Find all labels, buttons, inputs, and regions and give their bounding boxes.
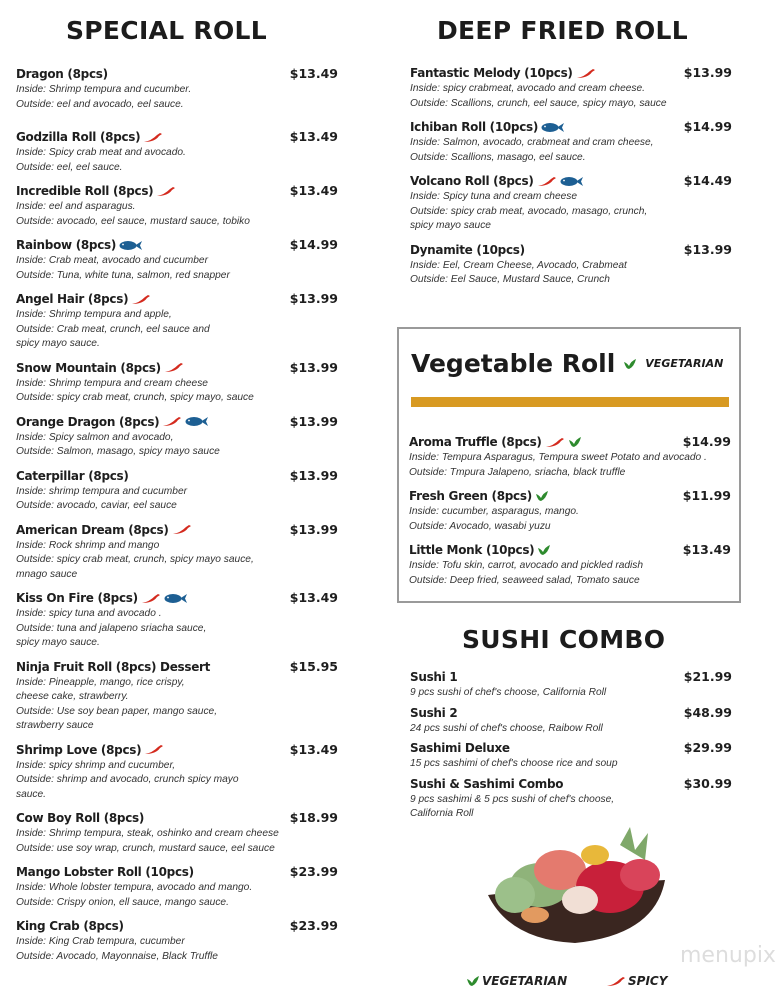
item-description: Outside: Salmon, masago, spicy mayo sauce <box>16 446 220 457</box>
item-description: Outside: Crab meat, crunch, eel sauce and <box>16 323 210 335</box>
item-price: $14.49 <box>683 173 732 188</box>
menu-item <box>410 739 732 772</box>
item-price: $13.99 <box>289 521 338 537</box>
item-name: Sushi 2 <box>410 705 458 720</box>
chili-icon <box>144 744 164 755</box>
sushi-combo-title: SUSHI COMBO <box>462 625 666 654</box>
item-description: Inside: spicy tuna and avocado . <box>16 608 162 619</box>
accent-bar <box>411 397 729 407</box>
item-name: Shrimp Love (8pcs) <box>16 742 142 757</box>
deep-fried-roll-list <box>410 64 732 295</box>
item-name: Ninja Fruit Roll (8pcs) Dessert <box>16 659 211 674</box>
item-description: Inside: Salmon, avocado, crabmeat and cram cheese, <box>410 137 654 148</box>
item-name: Sashimi Deluxe <box>410 741 510 755</box>
menu-item <box>16 359 338 406</box>
special-roll-list <box>16 65 338 971</box>
item-description: Inside: Shrimp tempura, steak, oshinko and cream cheese <box>16 828 279 839</box>
item-description: Outside: avocado, eel sauce, mustard sauce, tobiko <box>16 215 250 227</box>
item-description: Inside: Rock shrimp and mango <box>16 539 160 551</box>
item-price: $15.95 <box>289 658 338 674</box>
item-price: $13.99 <box>289 467 338 483</box>
item-description: Inside: Shrimp tempura and cream cheese <box>16 377 208 389</box>
chili-icon <box>143 132 163 143</box>
item-name: Kiss On Fire (8pcs) <box>16 591 138 605</box>
legend-spicy <box>606 974 667 988</box>
item-description: Outside: Scallions, crunch, eel sauce, spicy mayo, sauce <box>410 97 667 109</box>
menu-item <box>410 704 732 737</box>
watermark: menupix <box>680 943 776 968</box>
item-description: Outside: use soy wrap, crunch, mustard sauce, eel sauce <box>16 842 275 854</box>
item-price: $14.99 <box>682 434 731 449</box>
chili-icon <box>606 976 626 987</box>
item-description: cheese cake, strawberry. <box>16 691 129 702</box>
item-name: Dragon (8pcs) <box>16 67 108 81</box>
item-description: Outside: shrimp and avocado, crunch spicy mayo <box>16 774 239 785</box>
chili-icon <box>131 294 151 305</box>
item-description: Outside: tuna and jalapeno sriacha sauce, <box>16 622 207 634</box>
item-name: Sushi & Sashimi Combo <box>410 776 564 791</box>
item-description: Inside: spicy shrimp and cucumber, <box>16 759 176 771</box>
vegetable-roll-box <box>397 327 741 603</box>
menu-item <box>409 541 731 588</box>
leaf-icon <box>537 544 551 556</box>
item-description: Outside: spicy crab meat, crunch, spicy mayo sauce, <box>16 554 254 565</box>
item-price: $21.99 <box>683 669 732 684</box>
item-name: Aroma Truffle (8pcs) <box>409 435 542 449</box>
leaf-icon <box>466 975 480 987</box>
special-roll-title: SPECIAL ROLL <box>66 16 267 45</box>
chili-icon <box>545 437 565 448</box>
leaf-icon <box>568 436 582 448</box>
chili-icon <box>141 593 161 604</box>
item-description: mnago sauce <box>16 568 78 580</box>
fish-icon <box>541 122 565 133</box>
item-description: Outside: avocado, caviar, eel sauce <box>16 500 177 511</box>
menu-item <box>16 863 338 910</box>
legend-vegetarian <box>466 974 567 988</box>
item-price: $14.99 <box>683 119 732 134</box>
item-description: Outside: spicy crab meat, crunch, spicy mayo, sauce <box>16 392 254 403</box>
item-price: $13.49 <box>289 66 338 81</box>
item-description: Outside: Tmpura Jalapeno, sriacha, black truffle <box>409 466 626 478</box>
item-price: $18.99 <box>289 810 338 825</box>
item-price: $29.99 <box>683 740 732 755</box>
chili-icon <box>156 186 176 197</box>
item-name: Volcano Roll (8pcs) <box>410 174 534 188</box>
item-price: $13.99 <box>289 413 338 429</box>
item-description: Outside: Deep fried, seaweed salad, Tomato sauce <box>409 574 640 586</box>
item-name: Caterpillar (8pcs) <box>16 468 129 483</box>
item-name: Dynamite (10pcs) <box>410 242 525 257</box>
item-price: $23.99 <box>289 918 338 933</box>
menu-item <box>16 65 338 112</box>
item-price: $11.99 <box>682 488 731 503</box>
item-description: Outside: Crispy onion, ell sauce, mango sauce. <box>16 896 229 908</box>
menu-item <box>16 467 338 514</box>
vegetable-roll-heading: Vegetable Roll <box>411 349 616 378</box>
item-price: $13.99 <box>683 65 732 80</box>
item-price: $13.49 <box>289 129 338 144</box>
item-description: Inside: Tofu skin, carrot, avocado and pickled radish <box>409 560 644 571</box>
deep-fried-roll-title: DEEP FRIED ROLL <box>437 16 688 45</box>
item-description: Inside: Spicy crab meat and avocado. <box>16 147 186 158</box>
item-description: Outside: Avocado, Mayonnaise, Black Truffle <box>16 950 218 962</box>
item-name: American Dream (8pcs) <box>16 522 169 537</box>
item-description: Inside: King Crab tempura, cucumber <box>16 936 185 947</box>
item-price: $13.49 <box>682 542 731 557</box>
legend-vegetarian-label: VEGETARIAN <box>482 974 568 988</box>
item-price: $13.99 <box>683 241 732 257</box>
fish-icon <box>560 176 584 187</box>
item-description: spicy mayo sauce. <box>16 637 100 648</box>
chili-icon <box>164 362 184 373</box>
item-description: 24 pcs sushi of chef's choose, Raibow Roll <box>410 722 603 734</box>
item-description: Outside: Tuna, white tuna, salmon, red snapper <box>16 269 230 281</box>
item-name: Orange Dragon (8pcs) <box>16 414 160 429</box>
menu-item <box>16 182 338 229</box>
item-description: Outside: Avocado, wasabi yuzu <box>409 520 551 532</box>
item-description: Inside: Crab meat, avocado and cucumber <box>16 255 208 266</box>
item-name: Fresh Green (8pcs) <box>409 489 532 503</box>
item-name: Cow Boy Roll (8pcs) <box>16 811 145 825</box>
menu-item <box>410 241 732 288</box>
item-name: Fantastic Melody (10pcs) <box>410 66 573 80</box>
menu-item <box>409 487 731 534</box>
item-name: Incredible Roll (8pcs) <box>16 184 154 198</box>
fish-icon <box>164 593 188 604</box>
item-description: Inside: Spicy tuna and cream cheese <box>410 191 578 202</box>
item-description: Outside: eel and avocado, eel sauce. <box>16 98 184 110</box>
item-name: Mango Lobster Roll (10pcs) <box>16 865 194 879</box>
menu-item <box>410 668 732 701</box>
item-description: Inside: spicy crabmeat, avocado and cream cheese. <box>410 83 646 94</box>
chili-icon <box>537 176 557 187</box>
item-name: Little Monk (10pcs) <box>409 543 535 557</box>
item-description: Inside: Shrimp tempura and cucumber. <box>16 84 192 95</box>
item-price: $48.99 <box>683 704 732 720</box>
chili-icon <box>162 416 182 427</box>
item-description: Outside: Use soy bean paper, mango sauce, <box>16 705 218 717</box>
fish-icon <box>185 416 209 427</box>
item-price: $13.49 <box>289 183 338 198</box>
vegetable-roll-title <box>411 349 723 378</box>
item-description: Outside: Scallions, masago, eel sauce. <box>410 151 586 163</box>
menu-item <box>410 172 732 234</box>
item-description: Outside: spicy crab meat, avocado, masago, crunch, <box>410 205 648 217</box>
item-price: $30.99 <box>683 775 732 791</box>
item-description: Inside: Whole lobster tempura, avocado and mango. <box>16 882 253 893</box>
menu-item <box>16 521 338 583</box>
leaf-icon <box>623 358 637 370</box>
menu-item <box>16 809 338 856</box>
item-name: Snow Mountain (8pcs) <box>16 360 161 375</box>
item-price: $14.99 <box>289 237 338 252</box>
item-description: strawberry sauce <box>16 720 94 731</box>
item-description: spicy mayo sauce. <box>16 338 100 349</box>
item-description: Outside: Eel Sauce, Mustard Sauce, Crunch <box>410 274 610 285</box>
chili-icon <box>576 68 596 79</box>
item-description: 15 pcs sashimi of chef's choose rice and soup <box>410 758 618 769</box>
item-price: $13.49 <box>289 741 338 757</box>
leaf-icon <box>535 490 549 502</box>
item-price: $23.99 <box>289 864 338 879</box>
item-description: 9 pcs sushi of chef's choose, California Roll <box>410 687 607 698</box>
item-description: Inside: shrimp tempura and cucumber <box>16 485 188 497</box>
item-description: 9 pcs sashimi & 5 pcs sushi of chef's choose, <box>410 793 615 805</box>
menu-item <box>16 290 338 352</box>
item-description: Outside: eel, eel sauce. <box>16 161 123 173</box>
item-price: $13.99 <box>289 291 338 306</box>
menu-item <box>410 775 732 822</box>
item-name: Angel Hair (8pcs) <box>16 292 129 306</box>
menu-item <box>16 236 338 283</box>
item-price: $13.99 <box>289 359 338 375</box>
item-name: Ichiban Roll (10pcs) <box>410 120 539 134</box>
item-description: sauce. <box>16 788 47 800</box>
menu-item <box>16 917 338 964</box>
vegetable-roll-list <box>409 433 731 595</box>
item-description: Inside: Shrimp tempura and apple, <box>16 309 172 320</box>
item-description: Inside: eel and asparagus. <box>16 201 136 212</box>
menu-item <box>16 413 338 460</box>
menu-item <box>16 658 338 734</box>
sushi-combo-list <box>410 668 732 825</box>
item-description: Inside: Pineapple, mango, rice crispy, <box>16 676 185 688</box>
item-description: Inside: Spicy salmon and avocado, <box>16 431 174 443</box>
menu-item <box>16 741 338 803</box>
fish-icon <box>119 240 143 251</box>
vegetarian-tag: VEGETARIAN <box>645 357 724 370</box>
menu-item <box>410 118 732 165</box>
legend-spicy-label: SPICY <box>628 974 668 988</box>
item-price: $13.49 <box>289 590 338 605</box>
item-name: Sushi 1 <box>410 670 458 684</box>
menu-item <box>16 128 338 175</box>
item-description: Inside: Tempura Asparagus, Tempura sweet Potato and avocado . <box>409 452 707 463</box>
item-name: King Crab (8pcs) <box>16 919 124 933</box>
item-description: Inside: cucumber, asparagus, mango. <box>409 506 579 517</box>
menu-item <box>409 433 731 480</box>
menu-item <box>16 589 338 651</box>
item-name: Godzilla Roll (8pcs) <box>16 130 141 144</box>
item-description: California Roll <box>410 808 474 819</box>
menu-item <box>410 64 732 111</box>
item-description: spicy mayo sauce <box>410 220 491 231</box>
item-description: Inside: Eel, Cream Cheese, Avocado, Crabmeat <box>410 259 627 271</box>
chili-icon <box>172 524 192 535</box>
sushi-bowl-image <box>480 825 670 947</box>
item-name: Rainbow (8pcs) <box>16 238 117 252</box>
